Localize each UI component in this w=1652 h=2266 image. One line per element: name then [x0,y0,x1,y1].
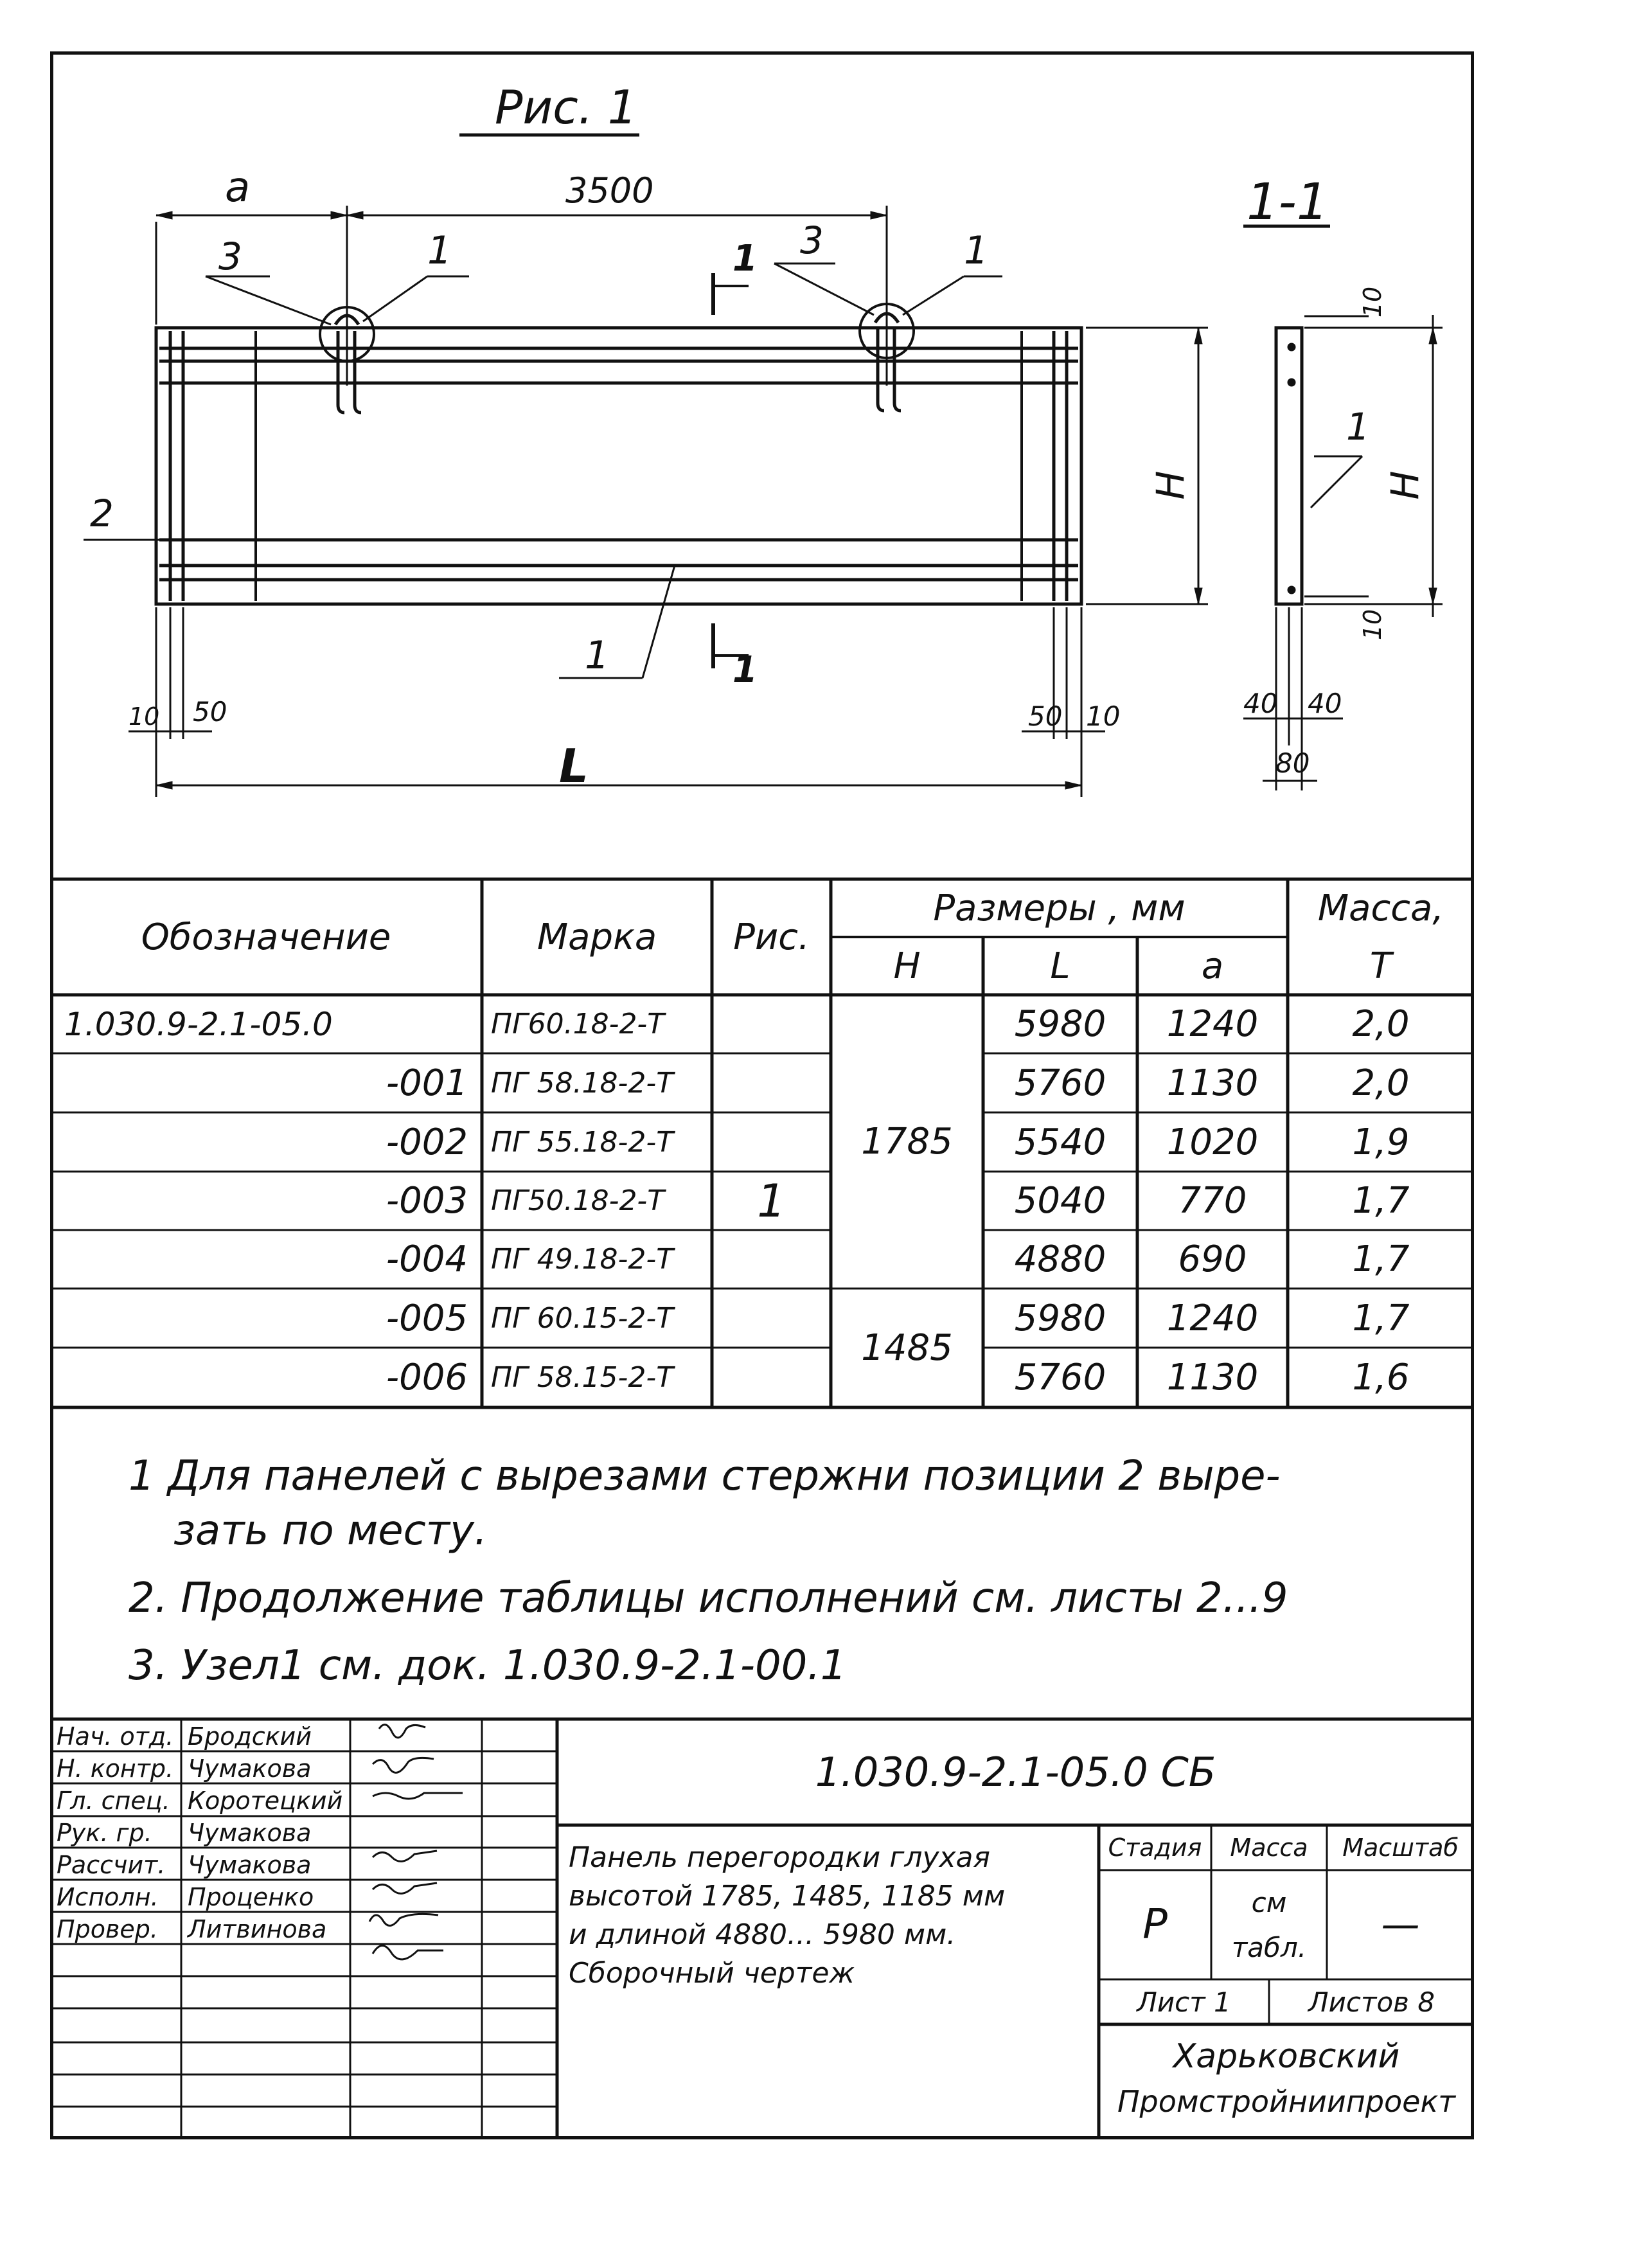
pos-1-bottom-label: 1 [585,633,610,678]
cut-mark-top: 1 [733,238,758,280]
role-checked: Провер. [57,1915,158,1943]
row-mark: ПГ50.18-2-Т [491,1184,665,1217]
role-head-dept: Нач. отд. [57,1722,174,1751]
row-designation: -002 [386,1121,468,1163]
panel-outline [156,328,1081,604]
header-L: L [1050,945,1070,987]
note-1-line-2: зать по месту. [173,1507,488,1555]
row-L: 5760 [1014,1357,1106,1398]
dim-10-bottom-label: 10 [1358,609,1387,641]
document-code: 1.030.9-2.1-05.0 СБ [815,1749,1216,1796]
cut-mark-bottom: 1 [733,649,758,691]
row-a: 1240 [1166,1003,1259,1045]
dim-80-label: 80 [1275,747,1310,779]
lifting-loop-left [335,316,361,413]
row-a: 1020 [1166,1121,1259,1163]
role-performed: Исполн. [57,1883,159,1911]
row-mark: ПГ 58.15-2-Т [491,1361,674,1394]
mass-label: Масса [1230,1833,1308,1862]
header-H: H [893,945,921,987]
role-norm-control: Н. контр. [57,1754,174,1783]
row-L: 5980 [1014,1003,1106,1045]
row-a: 1130 [1166,1357,1259,1398]
header-sizes: Размеры , мм [933,887,1186,929]
note-3: 3. Узел1 см. док. 1.030.9-2.1-00.1 [129,1642,847,1690]
row-L: 5540 [1014,1121,1106,1163]
section-title: 1-1 [1247,174,1329,231]
row-mass: 1,7 [1352,1238,1410,1280]
dim-10-left-label: 10 [129,702,160,731]
header-mark: Марка [537,916,657,958]
row-a: 1130 [1166,1062,1259,1104]
note-1-line-1: 1 Для панелей с вырезами стержни позиции 2 выре- [129,1452,1281,1500]
signature-3 [373,1793,463,1799]
description-line-1: Панель перегородки глухая [569,1841,990,1874]
scale-value: — [1381,1902,1420,1947]
header-mass-unit: Т [1369,945,1392,987]
stage-value: Р [1142,1901,1168,1949]
H-1785: 1785 [861,1121,953,1163]
pos-1-left-label: 1 [427,228,452,273]
row-designation: -001 [386,1062,468,1104]
header-designation: Обозначение [141,916,391,958]
signature-2 [373,1758,434,1772]
name-head-dept: Бродский [188,1722,312,1751]
row-L: 5760 [1014,1062,1106,1104]
name-chief-specialist: Коротецкий [188,1787,343,1815]
signature-6 [369,1914,438,1925]
dim-40-left-label: 40 [1243,688,1278,719]
row-mass: 1,9 [1352,1121,1410,1163]
name-performed: Проценко [188,1883,314,1911]
H-1485: 1485 [861,1327,953,1369]
row-designation: -005 [386,1297,468,1339]
dim-3500-label: 3500 [565,170,654,211]
name-checked: Литвинова [188,1915,327,1943]
note-2: 2. Продолжение таблицы исполнений см. листы 2...9 [129,1575,1288,1622]
row-designation: -004 [386,1238,468,1280]
dim-40-right-label: 40 [1308,688,1342,719]
pos-3-left-label: 3 [218,235,242,278]
row-mass: 2,0 [1352,1062,1410,1104]
row-mass: 1,6 [1352,1357,1410,1398]
header-a: a [1201,945,1224,987]
sheets-total: Листов 8 [1308,1986,1435,2018]
name-calculated: Чумакова [188,1851,312,1879]
row-a: 770 [1178,1180,1247,1222]
signature-5 [373,1883,437,1893]
row-designation: -006 [386,1357,468,1398]
role-chief-specialist: Гл. спец. [57,1787,170,1815]
row-mark: ПГ 49.18-2-Т [491,1243,674,1276]
dim-a-label: a [225,164,251,211]
organization-line-2: Промстройниипроект [1117,2084,1456,2119]
dim-L-label: L [559,739,589,793]
row-mark: ПГ 60.15-2-Т [491,1301,674,1335]
dim-50-right-label: 50 [1028,700,1063,732]
organization-line-1: Харьковский [1173,2037,1400,2076]
row-mark: ПГ60.18-2-Т [491,1008,665,1040]
sheet-number: Лист 1 [1137,1986,1231,2018]
name-group-leader: Чумакова [188,1819,312,1847]
dim-H-section-label: H [1383,470,1428,500]
dim-10-right-label: 10 [1086,700,1121,732]
stage-label: Стадия [1108,1833,1202,1862]
row-mass: 1,7 [1352,1180,1410,1222]
section-outline [1276,328,1302,604]
fig-value: 1 [757,1175,786,1227]
row-L: 4880 [1014,1238,1106,1280]
name-norm-control: Чумакова [188,1754,312,1783]
description-line-3: и длиной 4880... 5980 мм. [569,1918,956,1951]
dim-10-top-label: 10 [1358,286,1387,318]
dim-50-left-label: 50 [193,696,227,727]
pos-1-section-label: 1 [1346,405,1370,449]
pos-3-right-label: 3 [800,219,824,262]
row-designation: -003 [386,1180,468,1222]
row-L: 5980 [1014,1297,1106,1339]
role-calculated: Рассчит. [57,1851,166,1879]
description-line-4: Сборочный чертеж [569,1957,855,1990]
signature-4 [373,1851,437,1861]
row-mark: ПГ 55.18-2-Т [491,1125,674,1159]
signature-1 [379,1725,425,1738]
row-a: 1240 [1166,1297,1259,1339]
role-group-leader: Рук. гр. [57,1819,152,1847]
row-designation: 1.030.9-2.1-05.0 [64,1005,333,1043]
figure-title: Рис. 1 [495,80,637,134]
row-L: 5040 [1014,1180,1106,1222]
row-mass: 1,7 [1352,1297,1410,1339]
dim-H-main-label: H [1148,470,1194,500]
pos-2-label: 2 [90,492,114,535]
row-mass: 2,0 [1352,1003,1410,1045]
header-mass: Масса, [1317,887,1444,929]
signature-7 [373,1946,443,1959]
pos-1-right-label: 1 [964,228,989,273]
description-line-2: высотой 1785, 1485, 1185 мм [569,1880,1006,1913]
row-a: 690 [1178,1238,1247,1280]
row-mark: ПГ 58.18-2-Т [491,1066,674,1100]
mass-value-1: см [1251,1886,1287,1918]
scale-label: Масштаб [1342,1833,1459,1862]
mass-value-2: табл. [1231,1931,1307,1963]
header-fig: Рис. [733,916,810,958]
